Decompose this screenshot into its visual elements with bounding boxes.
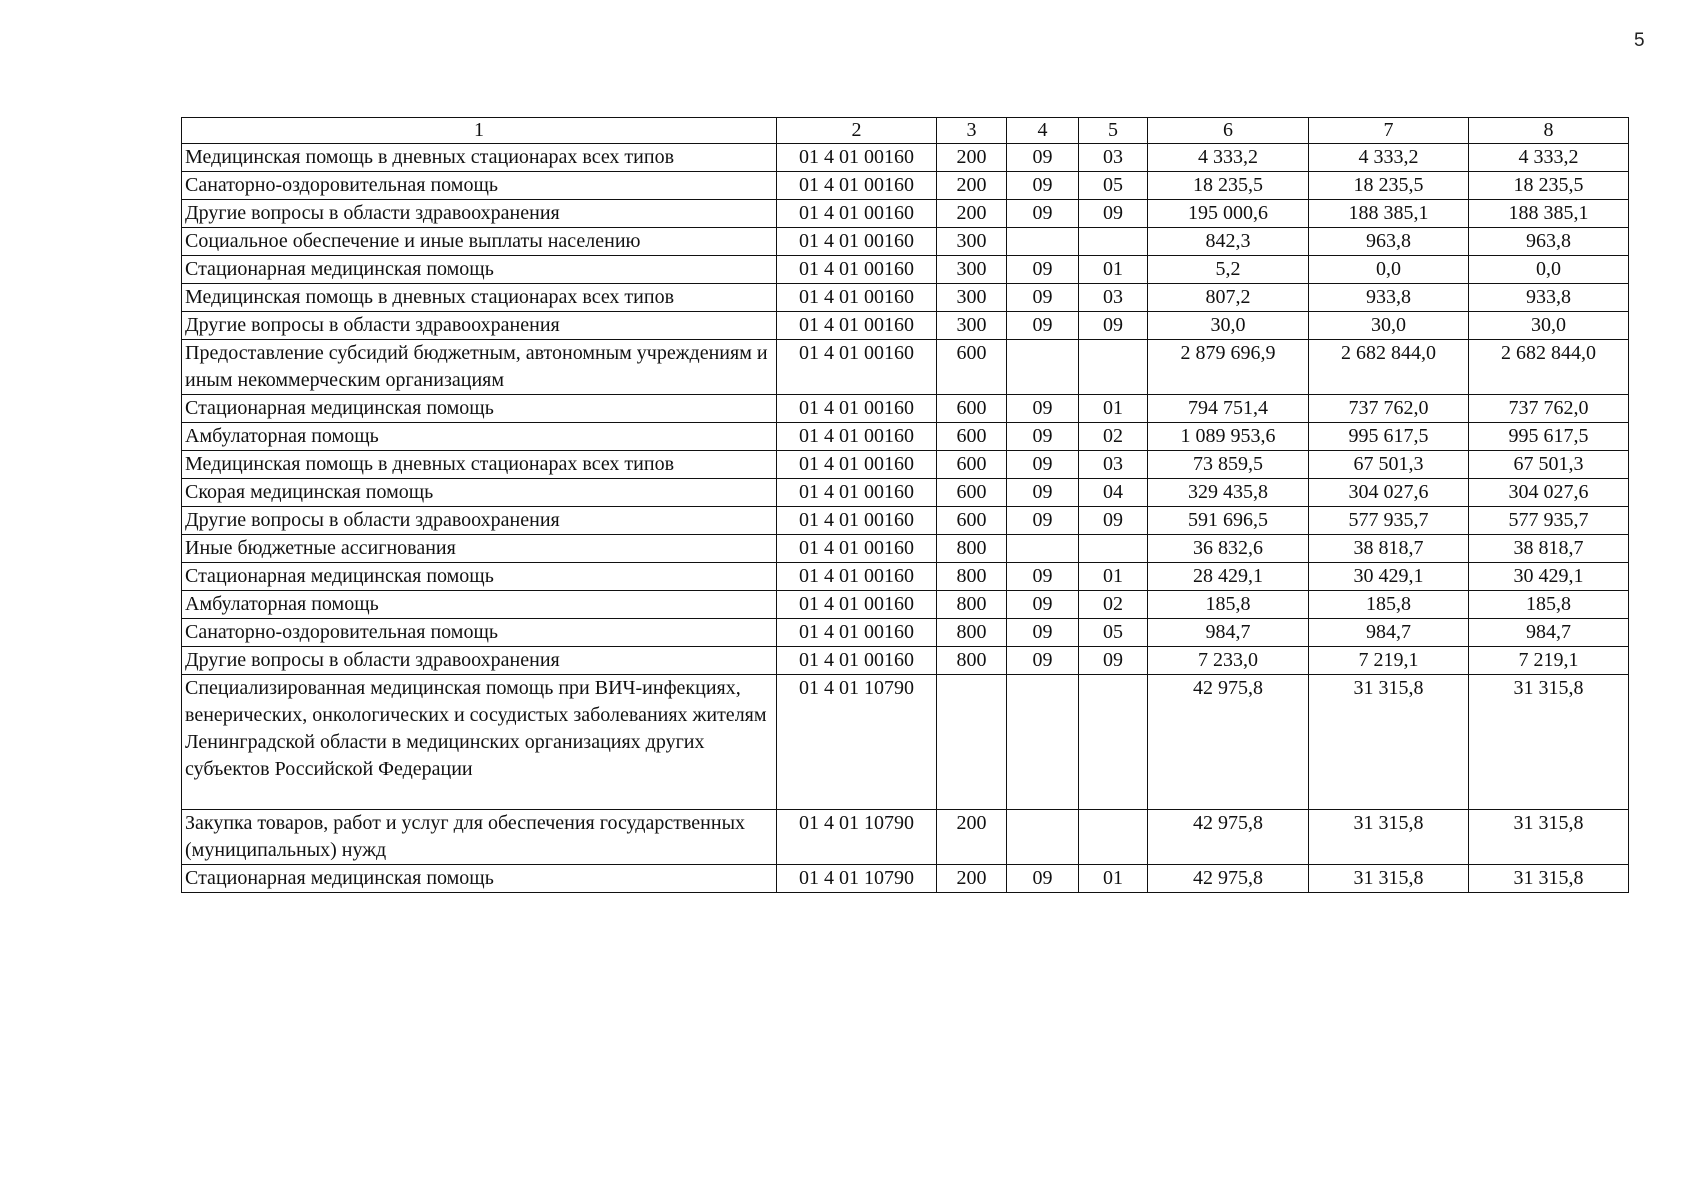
row-subsection-cell: 03 xyxy=(1079,144,1148,172)
row-code-cell: 01 4 01 00160 xyxy=(777,395,937,423)
row-section-cell: 09 xyxy=(1007,451,1079,479)
table-row xyxy=(182,144,1629,172)
row-code-cell: 01 4 01 00160 xyxy=(777,228,937,256)
row-expense-type-cell xyxy=(937,675,1007,810)
column-header: 7 xyxy=(1309,118,1469,144)
row-expense-type-cell: 800 xyxy=(937,619,1007,647)
row-value-1-cell: 42 975,8 xyxy=(1148,675,1309,810)
row-value-1-cell: 329 435,8 xyxy=(1148,479,1309,507)
row-expense-type-cell: 600 xyxy=(937,479,1007,507)
table-row xyxy=(182,395,1629,423)
row-section-cell: 09 xyxy=(1007,200,1079,228)
table-row xyxy=(182,479,1629,507)
row-value-3-cell: 31 315,8 xyxy=(1469,865,1629,893)
row-expense-type-cell: 600 xyxy=(937,507,1007,535)
row-subsection-cell xyxy=(1079,535,1148,563)
row-code-cell: 01 4 01 00160 xyxy=(777,423,937,451)
row-value-2-cell: 933,8 xyxy=(1309,284,1469,312)
column-header: 2 xyxy=(777,118,937,144)
row-subsection-cell: 03 xyxy=(1079,451,1148,479)
row-value-1-cell: 195 000,6 xyxy=(1148,200,1309,228)
row-name-cell: Стационарная медицинская помощь xyxy=(182,395,777,423)
row-value-1-cell: 1 089 953,6 xyxy=(1148,423,1309,451)
row-code-cell: 01 4 01 00160 xyxy=(777,507,937,535)
row-subsection-cell: 04 xyxy=(1079,479,1148,507)
row-value-3-cell: 0,0 xyxy=(1469,256,1629,284)
row-value-3-cell: 38 818,7 xyxy=(1469,535,1629,563)
table-row xyxy=(182,340,1629,395)
row-name-cell: Медицинская помощь в дневных стационарах всех типов xyxy=(182,144,777,172)
row-expense-type-cell: 300 xyxy=(937,256,1007,284)
row-subsection-cell: 01 xyxy=(1079,865,1148,893)
row-subsection-cell: 02 xyxy=(1079,423,1148,451)
column-header: 4 xyxy=(1007,118,1079,144)
row-value-3-cell: 7 219,1 xyxy=(1469,647,1629,675)
row-value-3-cell: 995 617,5 xyxy=(1469,423,1629,451)
row-name-cell: Медицинская помощь в дневных стационарах всех типов xyxy=(182,451,777,479)
row-value-3-cell: 577 935,7 xyxy=(1469,507,1629,535)
row-expense-type-cell: 600 xyxy=(937,340,1007,395)
row-expense-type-cell: 200 xyxy=(937,200,1007,228)
row-section-cell: 09 xyxy=(1007,865,1079,893)
table-row xyxy=(182,284,1629,312)
row-value-3-cell: 933,8 xyxy=(1469,284,1629,312)
column-header: 5 xyxy=(1079,118,1148,144)
row-value-1-cell: 2 879 696,9 xyxy=(1148,340,1309,395)
row-value-2-cell: 30,0 xyxy=(1309,312,1469,340)
table-row xyxy=(182,865,1629,893)
row-code-cell: 01 4 01 10790 xyxy=(777,675,937,810)
row-value-2-cell: 995 617,5 xyxy=(1309,423,1469,451)
row-subsection-cell: 05 xyxy=(1079,619,1148,647)
row-value-2-cell: 4 333,2 xyxy=(1309,144,1469,172)
row-expense-type-cell: 600 xyxy=(937,423,1007,451)
table-row xyxy=(182,647,1629,675)
row-value-3-cell: 67 501,3 xyxy=(1469,451,1629,479)
row-value-2-cell: 185,8 xyxy=(1309,591,1469,619)
row-subsection-cell: 01 xyxy=(1079,256,1148,284)
table-row xyxy=(182,810,1629,865)
row-value-3-cell: 18 235,5 xyxy=(1469,172,1629,200)
row-value-3-cell: 185,8 xyxy=(1469,591,1629,619)
page-number: 5 xyxy=(1634,30,1645,51)
row-value-2-cell: 0,0 xyxy=(1309,256,1469,284)
row-value-1-cell: 42 975,8 xyxy=(1148,865,1309,893)
row-name-cell: Медицинская помощь в дневных стационарах всех типов xyxy=(182,284,777,312)
row-section-cell: 09 xyxy=(1007,619,1079,647)
row-value-3-cell: 188 385,1 xyxy=(1469,200,1629,228)
row-section-cell xyxy=(1007,810,1079,865)
row-value-1-cell: 73 859,5 xyxy=(1148,451,1309,479)
row-subsection-cell: 01 xyxy=(1079,563,1148,591)
row-value-2-cell: 963,8 xyxy=(1309,228,1469,256)
row-name-cell: Стационарная медицинская помощь xyxy=(182,256,777,284)
row-name-cell: Другие вопросы в области здравоохранения xyxy=(182,312,777,340)
row-section-cell: 09 xyxy=(1007,256,1079,284)
row-value-3-cell: 31 315,8 xyxy=(1469,810,1629,865)
table-row xyxy=(182,256,1629,284)
row-value-2-cell: 31 315,8 xyxy=(1309,865,1469,893)
row-value-2-cell: 2 682 844,0 xyxy=(1309,340,1469,395)
row-code-cell: 01 4 01 00160 xyxy=(777,172,937,200)
table-row xyxy=(182,200,1629,228)
table-row xyxy=(182,172,1629,200)
row-value-1-cell: 185,8 xyxy=(1148,591,1309,619)
row-expense-type-cell: 800 xyxy=(937,535,1007,563)
row-value-3-cell: 4 333,2 xyxy=(1469,144,1629,172)
row-value-3-cell: 30 429,1 xyxy=(1469,563,1629,591)
row-name-cell: Амбулаторная помощь xyxy=(182,423,777,451)
row-value-1-cell: 984,7 xyxy=(1148,619,1309,647)
row-value-1-cell: 794 751,4 xyxy=(1148,395,1309,423)
row-expense-type-cell: 200 xyxy=(937,172,1007,200)
row-name-cell: Социальное обеспечение и иные выплаты населению xyxy=(182,228,777,256)
row-expense-type-cell: 800 xyxy=(937,563,1007,591)
row-code-cell: 01 4 01 00160 xyxy=(777,563,937,591)
row-value-2-cell: 18 235,5 xyxy=(1309,172,1469,200)
row-value-3-cell: 30,0 xyxy=(1469,312,1629,340)
row-expense-type-cell: 600 xyxy=(937,451,1007,479)
row-name-cell: Специализированная медицинская помощь при ВИЧ-инфекциях, венерических, онкологических и сосудистых заболеваниях жителям Ленинградской области в медицинских организациях других субъектов Российской Федерации xyxy=(182,675,777,810)
row-subsection-cell xyxy=(1079,810,1148,865)
row-value-2-cell: 67 501,3 xyxy=(1309,451,1469,479)
row-value-2-cell: 30 429,1 xyxy=(1309,563,1469,591)
row-section-cell: 09 xyxy=(1007,591,1079,619)
row-section-cell xyxy=(1007,675,1079,810)
row-code-cell: 01 4 01 00160 xyxy=(777,312,937,340)
row-name-cell: Другие вопросы в области здравоохранения xyxy=(182,647,777,675)
row-code-cell: 01 4 01 00160 xyxy=(777,144,937,172)
row-name-cell: Иные бюджетные ассигнования xyxy=(182,535,777,563)
row-value-2-cell: 31 315,8 xyxy=(1309,810,1469,865)
row-expense-type-cell: 300 xyxy=(937,312,1007,340)
row-value-1-cell: 4 333,2 xyxy=(1148,144,1309,172)
column-header: 6 xyxy=(1148,118,1309,144)
row-value-3-cell: 737 762,0 xyxy=(1469,395,1629,423)
table-row xyxy=(182,563,1629,591)
row-value-2-cell: 737 762,0 xyxy=(1309,395,1469,423)
row-value-1-cell: 18 235,5 xyxy=(1148,172,1309,200)
row-value-1-cell: 28 429,1 xyxy=(1148,563,1309,591)
row-code-cell: 01 4 01 00160 xyxy=(777,647,937,675)
row-subsection-cell xyxy=(1079,340,1148,395)
row-expense-type-cell: 800 xyxy=(937,647,1007,675)
row-value-3-cell: 984,7 xyxy=(1469,619,1629,647)
table-row xyxy=(182,619,1629,647)
row-value-2-cell: 7 219,1 xyxy=(1309,647,1469,675)
row-code-cell: 01 4 01 00160 xyxy=(777,479,937,507)
row-name-cell: Предоставление субсидий бюджетным, автономным учреждениям и иным некоммерческим организациям xyxy=(182,340,777,395)
row-expense-type-cell: 200 xyxy=(937,865,1007,893)
table-row xyxy=(182,423,1629,451)
row-section-cell: 09 xyxy=(1007,284,1079,312)
row-section-cell: 09 xyxy=(1007,647,1079,675)
row-code-cell: 01 4 01 00160 xyxy=(777,340,937,395)
table-row xyxy=(182,675,1629,810)
row-section-cell xyxy=(1007,340,1079,395)
row-subsection-cell: 01 xyxy=(1079,395,1148,423)
table-row xyxy=(182,591,1629,619)
row-expense-type-cell: 200 xyxy=(937,144,1007,172)
table-row xyxy=(182,228,1629,256)
table-header-row xyxy=(182,118,1629,144)
table-row xyxy=(182,312,1629,340)
row-code-cell: 01 4 01 00160 xyxy=(777,200,937,228)
row-value-1-cell: 842,3 xyxy=(1148,228,1309,256)
row-subsection-cell xyxy=(1079,675,1148,810)
row-expense-type-cell: 800 xyxy=(937,591,1007,619)
row-section-cell xyxy=(1007,535,1079,563)
row-subsection-cell: 03 xyxy=(1079,284,1148,312)
column-header: 1 xyxy=(182,118,777,144)
row-name-cell: Амбулаторная помощь xyxy=(182,591,777,619)
row-subsection-cell: 09 xyxy=(1079,647,1148,675)
row-expense-type-cell: 200 xyxy=(937,810,1007,865)
row-code-cell: 01 4 01 00160 xyxy=(777,619,937,647)
row-value-1-cell: 5,2 xyxy=(1148,256,1309,284)
table-row xyxy=(182,451,1629,479)
row-section-cell: 09 xyxy=(1007,312,1079,340)
row-value-1-cell: 7 233,0 xyxy=(1148,647,1309,675)
row-expense-type-cell: 300 xyxy=(937,228,1007,256)
row-value-3-cell: 304 027,6 xyxy=(1469,479,1629,507)
table-row xyxy=(182,507,1629,535)
row-subsection-cell: 02 xyxy=(1079,591,1148,619)
column-header: 3 xyxy=(937,118,1007,144)
row-value-2-cell: 577 935,7 xyxy=(1309,507,1469,535)
row-value-2-cell: 38 818,7 xyxy=(1309,535,1469,563)
row-code-cell: 01 4 01 00160 xyxy=(777,451,937,479)
row-value-1-cell: 30,0 xyxy=(1148,312,1309,340)
row-code-cell: 01 4 01 10790 xyxy=(777,810,937,865)
row-section-cell: 09 xyxy=(1007,144,1079,172)
row-value-1-cell: 807,2 xyxy=(1148,284,1309,312)
row-name-cell: Другие вопросы в области здравоохранения xyxy=(182,200,777,228)
row-name-cell: Санаторно-оздоровительная помощь xyxy=(182,172,777,200)
row-subsection-cell xyxy=(1079,228,1148,256)
row-value-3-cell: 31 315,8 xyxy=(1469,675,1629,810)
row-section-cell: 09 xyxy=(1007,172,1079,200)
row-value-1-cell: 42 975,8 xyxy=(1148,810,1309,865)
column-header: 8 xyxy=(1469,118,1629,144)
row-code-cell: 01 4 01 10790 xyxy=(777,865,937,893)
row-subsection-cell: 09 xyxy=(1079,507,1148,535)
row-code-cell: 01 4 01 00160 xyxy=(777,591,937,619)
row-expense-type-cell: 300 xyxy=(937,284,1007,312)
row-value-3-cell: 963,8 xyxy=(1469,228,1629,256)
row-subsection-cell: 09 xyxy=(1079,312,1148,340)
row-value-2-cell: 188 385,1 xyxy=(1309,200,1469,228)
row-value-2-cell: 984,7 xyxy=(1309,619,1469,647)
row-expense-type-cell: 600 xyxy=(937,395,1007,423)
row-subsection-cell: 05 xyxy=(1079,172,1148,200)
row-value-2-cell: 304 027,6 xyxy=(1309,479,1469,507)
row-name-cell: Другие вопросы в области здравоохранения xyxy=(182,507,777,535)
row-value-2-cell: 31 315,8 xyxy=(1309,675,1469,810)
row-name-cell: Санаторно-оздоровительная помощь xyxy=(182,619,777,647)
row-section-cell: 09 xyxy=(1007,423,1079,451)
table-row xyxy=(182,535,1629,563)
row-value-1-cell: 36 832,6 xyxy=(1148,535,1309,563)
row-name-cell: Стационарная медицинская помощь xyxy=(182,865,777,893)
row-section-cell: 09 xyxy=(1007,563,1079,591)
row-section-cell: 09 xyxy=(1007,479,1079,507)
row-name-cell: Стационарная медицинская помощь xyxy=(182,563,777,591)
row-code-cell: 01 4 01 00160 xyxy=(777,284,937,312)
row-code-cell: 01 4 01 00160 xyxy=(777,256,937,284)
row-value-3-cell: 2 682 844,0 xyxy=(1469,340,1629,395)
row-name-cell: Скорая медицинская помощь xyxy=(182,479,777,507)
row-value-1-cell: 591 696,5 xyxy=(1148,507,1309,535)
row-subsection-cell: 09 xyxy=(1079,200,1148,228)
row-section-cell xyxy=(1007,228,1079,256)
budget-table xyxy=(181,117,1629,893)
row-section-cell: 09 xyxy=(1007,507,1079,535)
row-name-cell: Закупка товаров, работ и услуг для обеспечения государственных (муниципальных) нужд xyxy=(182,810,777,865)
row-code-cell: 01 4 01 00160 xyxy=(777,535,937,563)
row-section-cell: 09 xyxy=(1007,395,1079,423)
